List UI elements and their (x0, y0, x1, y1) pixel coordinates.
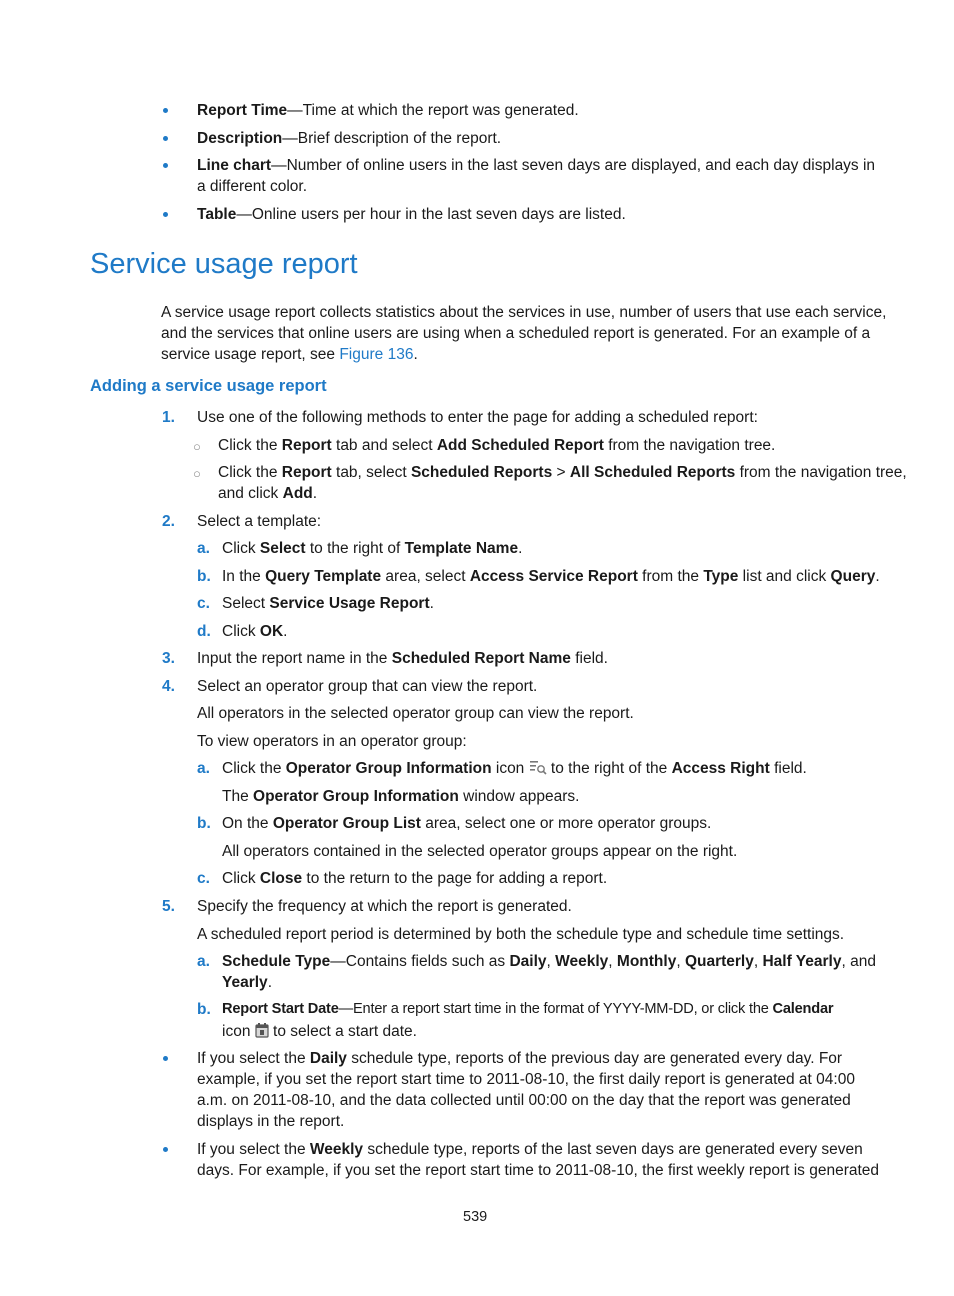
substep-letter: a. (197, 760, 210, 777)
substep-text: Click OK. (222, 623, 288, 640)
substep-continuation: icon to select a start date. (222, 1021, 417, 1044)
bullet-dot (163, 163, 168, 168)
substep-text: In the Query Template area, select Access Service Report from the Type list and click Query. (222, 568, 880, 585)
step-number: 4. (162, 678, 175, 695)
substep-letter: a. (197, 540, 210, 557)
step-option: Click the Report tab, select Scheduled Reports > All Scheduled Reports from the navigation tree, (218, 464, 907, 481)
list-item: If you select the Weekly schedule type, reports of the last seven days are generated every seven (197, 1141, 863, 1158)
step-text: Use one of the following methods to enter the page for adding a scheduled report: (197, 409, 758, 426)
operator-group-info-icon (529, 759, 547, 781)
list-item-continuation: example, if you set the report start time to 2011-08-10, the first daily report is generated at 04:00 (197, 1071, 855, 1088)
substep-letter: c. (197, 870, 210, 887)
list-item-continuation: a.m. on 2011-08-10, and the data collected until 00:00 on the day that the report was generated (197, 1092, 851, 1109)
list-item: If you select the Daily schedule type, reports of the previous day are generated every day. For (197, 1050, 843, 1067)
step-number: 3. (162, 650, 175, 667)
substep-paragraph: All operators contained in the selected operator groups appear on the right. (222, 843, 738, 860)
substep-text: On the Operator Group List area, select one or more operator groups. (222, 815, 712, 832)
step-text: Specify the frequency at which the report is generated. (197, 898, 572, 915)
list-item: Report Time—Time at which the report was generated. (197, 102, 579, 119)
subsection-heading: Adding a service usage report (90, 377, 327, 395)
substep-letter: c. (197, 595, 210, 612)
list-item: Description—Brief description of the report. (197, 130, 502, 147)
step-text: Select a template: (197, 513, 322, 530)
substep-letter: b. (197, 568, 211, 585)
substep-text: Select Service Usage Report. (222, 595, 434, 612)
list-item: Table—Online users per hour in the last seven days are listed. (197, 206, 626, 223)
substep-text: Report Start Date—Enter a report start time in the format of YYYY-MM-DD, or click the Calendar (222, 1001, 834, 1017)
list-item: Line chart—Number of online users in the last seven days are displayed, and each day displays in (197, 157, 876, 174)
substep-letter: b. (197, 1001, 211, 1018)
step-paragraph: All operators in the selected operator group can view the report. (197, 705, 634, 722)
substep-letter: d. (197, 623, 211, 640)
substep-text: Schedule Type—Contains fields such as Daily, Weekly, Monthly, Quarterly, Half Yearly, and (222, 953, 876, 970)
substep-letter: a. (197, 953, 210, 970)
bullet-dot (163, 108, 168, 113)
step-paragraph: To view operators in an operator group: (197, 733, 467, 750)
intro-paragraph-line: service usage report, see Figure 136. (161, 346, 418, 363)
intro-paragraph-line: A service usage report collects statistics about the services in use, number of users that use each service, (161, 304, 887, 321)
substep-continuation: Yearly. (222, 974, 272, 991)
bullet-dot (163, 212, 168, 217)
bullet-dot (163, 136, 168, 141)
bullet-dot (163, 1147, 168, 1152)
bullet-dot (163, 1056, 168, 1061)
substep-paragraph: The Operator Group Information window appears. (222, 788, 580, 805)
step-number: 1. (162, 409, 175, 426)
section-heading: Service usage report (90, 248, 358, 280)
substep-text: Click Close to the return to the page for adding a report. (222, 870, 608, 887)
substep-text: Click Select to the right of Template Name. (222, 540, 523, 557)
step-number: 2. (162, 513, 175, 530)
option-circle: ○ (193, 439, 201, 454)
list-item-continuation: days. For example, if you set the report start time to 2011-08-10, the first weekly report is generated (197, 1162, 880, 1179)
list-item-continuation: a different color. (197, 178, 308, 195)
step-text: Select an operator group that can view the report. (197, 678, 538, 695)
list-item-continuation: displays in the report. (197, 1113, 345, 1130)
substep-letter: b. (197, 815, 211, 832)
intro-paragraph-line: and the services that online users are using when a scheduled report is generated. For an example of a (161, 325, 871, 342)
page-number: 539 (463, 1209, 488, 1225)
step-text: Input the report name in the Scheduled Report Name field. (197, 650, 608, 667)
step-option: Click the Report tab and select Add Scheduled Report from the navigation tree. (218, 437, 776, 454)
calendar-icon (255, 1023, 269, 1044)
step-paragraph: A scheduled report period is determined by both the schedule type and schedule time settings. (197, 926, 845, 943)
substep-text: Click the Operator Group Information icon to the right of the Access Right field. (222, 758, 807, 781)
figure-link[interactable]: Figure 136 (339, 346, 414, 363)
step-option-continuation: and click Add. (218, 485, 318, 502)
step-number: 5. (162, 898, 175, 915)
option-circle: ○ (193, 466, 201, 481)
